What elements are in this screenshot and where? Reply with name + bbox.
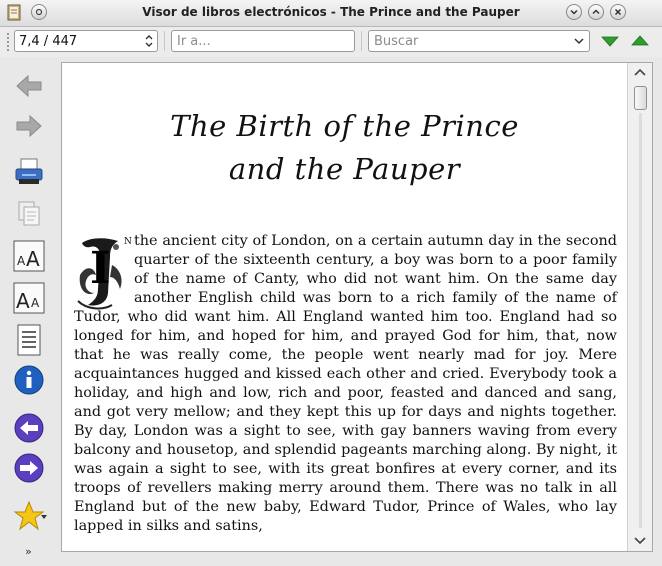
contents-button[interactable] <box>11 322 47 358</box>
font-larger-icon <box>13 240 45 272</box>
chapter-title <box>72 105 617 191</box>
toolbar-grip[interactable] <box>7 33 12 51</box>
page-number-spinbox[interactable] <box>14 30 158 52</box>
maximize-button[interactable] <box>588 4 604 20</box>
scroll-down-icon[interactable] <box>632 535 648 545</box>
svg-text:I: I <box>90 243 111 294</box>
dropcap-small-letter: N <box>124 237 132 247</box>
next-icon <box>13 452 45 484</box>
vertical-scrollbar[interactable] <box>627 63 652 551</box>
small-dropdown-icon <box>41 514 47 520</box>
previous-page-button[interactable] <box>11 410 47 446</box>
next-page-button[interactable] <box>11 450 47 486</box>
zoom-in-text-button[interactable] <box>11 238 47 274</box>
minimize-button[interactable] <box>566 4 582 20</box>
chapter-title-line-2: and the Pauper <box>228 152 461 186</box>
close-icon <box>613 7 623 17</box>
find-next-icon[interactable] <box>600 33 620 49</box>
svg-text:A: A <box>17 254 26 268</box>
scrollbar-track[interactable] <box>639 113 642 528</box>
copy-button[interactable] <box>11 196 47 232</box>
close-button[interactable] <box>610 4 626 20</box>
chevron-down-icon <box>569 7 579 17</box>
page-indicator: 7,4 / 447 <box>19 34 78 49</box>
bookmarks-button[interactable] <box>11 498 47 534</box>
toc-icon <box>13 324 45 356</box>
zoom-out-text-button[interactable] <box>11 280 47 316</box>
chapter-body-text: the ancient city of London, on a certain autumn day in the second quarter of the sixteenth century, a boy was born to a poor family of the name of Canty, who did not want him. On the same day another English child was born to a rich family of the name of Tudor, who did want him. All England wanted him too. England had so longed for him, and hoped for him, and prayed God for him, that, now that he was really come, the people went nearly mad for joy. Mere acquaintances hugged and kissed each other and cried. Everybody took a holiday, and high and low, rich and poor, feasted and danced and sang, and got very mellow; and they kept this up for days and nights together. By day, London was a sight to see, with gay banners waving from every balcony and housetop, and splendid pageants marching along. By night, it was again a sight to see, with its great bonfires at every corner, and its troops of revellers making merry around them. There was no talk in all England but of the new baby, Edward Tudor, Prince of Wales, who lay lapped in silks and satins, <box>74 233 617 534</box>
chapter-title-line-1: The Birth of the Prince <box>170 109 519 143</box>
svg-text:A: A <box>16 289 30 313</box>
chapter-body <box>74 232 617 536</box>
window-title: Visor de libros electrónicos - The Prince and the Pauper <box>142 5 520 19</box>
spin-arrows-icon[interactable] <box>144 33 154 49</box>
printer-icon <box>13 156 45 188</box>
search-combobox[interactable] <box>368 30 590 52</box>
more-tools-chevron-icon[interactable]: » <box>25 545 32 558</box>
back-arrow-icon <box>13 70 45 102</box>
title-bar <box>0 0 662 27</box>
font-smaller-icon <box>13 282 45 314</box>
goto-input[interactable] <box>171 30 355 52</box>
copy-icon <box>13 198 45 230</box>
toolbar-separator <box>164 31 165 51</box>
svg-text:A: A <box>26 247 40 271</box>
document-view[interactable] <box>61 62 653 552</box>
info-icon <box>13 364 45 396</box>
forward-arrow-icon <box>13 110 45 142</box>
scrollbar-thumb[interactable] <box>634 86 647 110</box>
chevron-up-icon <box>591 7 601 17</box>
scroll-up-icon[interactable] <box>632 68 648 78</box>
svg-text:A: A <box>31 296 40 310</box>
forward-button[interactable] <box>11 108 47 144</box>
print-button[interactable] <box>11 154 47 190</box>
book-info-button[interactable] <box>11 362 47 398</box>
chevron-down-icon[interactable] <box>574 37 584 45</box>
book-page <box>62 63 627 551</box>
back-button[interactable] <box>11 68 47 104</box>
search-placeholder: Buscar <box>374 34 419 49</box>
toolbar-separator <box>361 31 362 51</box>
previous-icon <box>13 412 45 444</box>
find-previous-icon[interactable] <box>630 33 650 49</box>
